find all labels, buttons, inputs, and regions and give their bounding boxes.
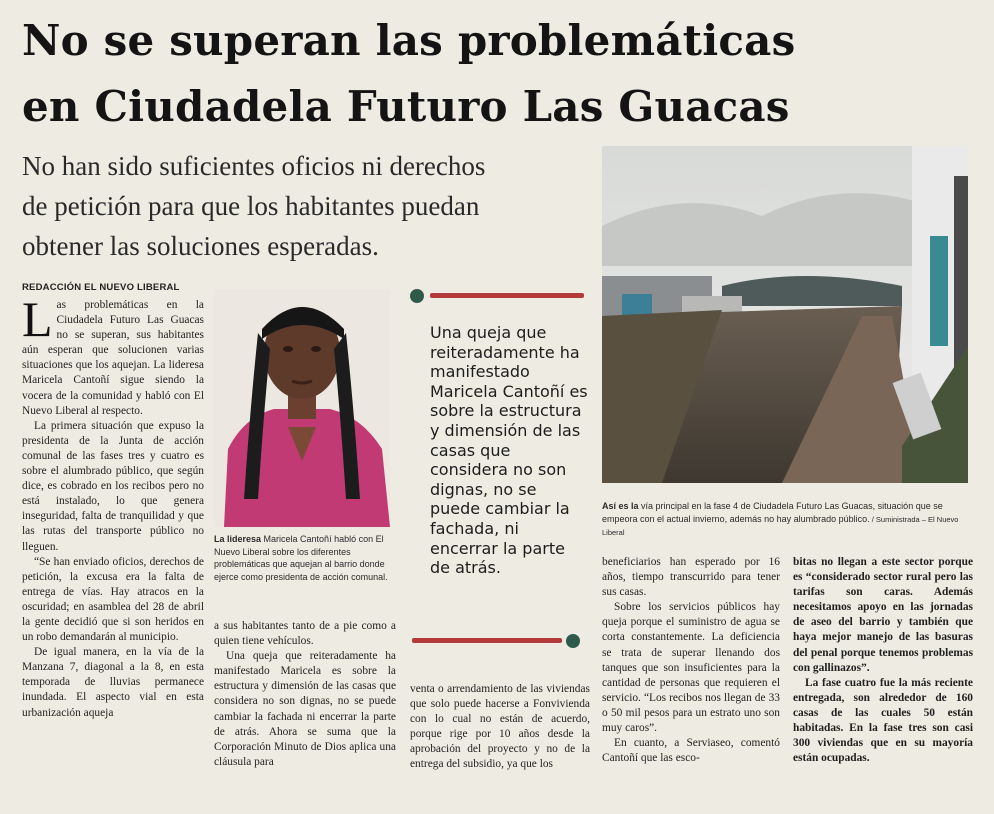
quote-dot-icon — [410, 289, 424, 303]
pull-quote: Una queja que reiteradamente ha manifestado Maricela Cantoñí es sobre la estructura y dimensión de las casas que considera no son dignas, no se puede cambiar la fachada, ni encerrar la parte de atrás. — [430, 323, 588, 578]
paragraph: En cuanto, a Serviaseo, comentó Cantoñí que las esco- — [602, 737, 780, 765]
paragraph: bitas no llegan a este sector porque es “considerado sector rural pero las tarifas son caras. Además necesitamos apoyo en las jornadas de aseo del barrio y también que haya mejor manejo de las basuras del penal porque tenemos problemas con gallinazos”. — [793, 556, 973, 674]
column-2 — [214, 619, 396, 770]
paragraph: venta o arrendamiento de las viviendas que solo puede hacerse a Fonvivienda con lo cual no están de acuerdo, porque rige por 10 años desde la aprobación del proyecto y no de la entrega del subsidio, ya que los — [410, 683, 590, 771]
pull-quote-box — [408, 283, 588, 651]
subheadline-line-2: de petición para que los habitantes puedan — [22, 191, 480, 221]
paragraph: La fase cuatro fue la más reciente entregada, son alrededor de 160 casas de las cuales 50 están habitadas. En la fase tres son casi 300 viviendas que en su mayoría están ocupadas. — [793, 676, 973, 765]
column-3 — [410, 682, 590, 773]
drop-cap: L — [22, 291, 53, 347]
quote-rule-top — [430, 293, 584, 298]
paragraph — [22, 291, 204, 419]
quote-rule-bottom — [412, 638, 562, 643]
street-photo — [602, 146, 968, 483]
paragraph: beneficiarios han esperado por 16 años, tiempo transcurrido para tener sus casas. — [602, 556, 780, 599]
headline — [22, 8, 922, 140]
caption-text: Maricela Cantoñí habló con El Nuevo Liberal sobre los diferentes problemáticas que aquejan al barrio donde ejerce como presidenta de acción comunal. — [214, 534, 388, 582]
caption-text: vía principal en la fase 4 de Ciudadela Futuro Las Guacas, situación que se empeora con el actual invierno, además no hay alumbrado público. — [602, 501, 943, 524]
subheadline — [22, 146, 592, 266]
portrait-caption — [214, 533, 394, 583]
caption-lead: La lideresa — [214, 534, 262, 544]
paragraph-text: as problemáticas en la Ciudadela Futuro Las Guacas no se superan, sus habitantes aún esperan que solucionen varias situaciones que los aquejan. La lideresa Maricela Cantoñí sigue siendo la vocera de la comunidad y habló con El Nuevo Liberal al respecto. — [22, 299, 204, 417]
headline-line-2: en Ciudadela Futuro Las Guacas — [22, 82, 790, 131]
paragraph: De igual manera, en la vía de la Manzana 7, diagonal a la 8, en esta temporada de lluvias permanece inundada. El aspecto vial en esta urbanización aqueja — [22, 646, 204, 719]
byline: REDACCIÓN EL NUEVO LIBERAL — [22, 282, 180, 293]
caption-lead: Así es la — [602, 501, 639, 511]
headline-line-1: No se superan las problemáticas — [22, 16, 796, 65]
paragraph: “Se han enviado oficios, derechos de petición, la excusa era la falta de entrega de vías. Hay atracos en la oscuridad; en asamblea del 28 de abril la gente decidió que si son heridos en un robo demandarán al municipio. — [22, 555, 204, 644]
paragraph: Sobre los servicios públicos hay queja porque el suministro de agua se corta constantemente. La deficiencia se trata de superar llenando dos tanques que son insuficientes para la cantidad de personas que requieren el servicio. “Los recibos nos llegan de 33 o 50 mil pesos para un estrato uno son muy caros”. — [602, 601, 780, 735]
street-caption — [602, 500, 972, 540]
subheadline-line-1: No han sido suficientes oficios ni derechos — [22, 151, 486, 181]
lideresa-photo — [214, 289, 390, 527]
photo-credit: / Suministrada – El Nuevo Liberal — [602, 514, 959, 537]
paragraph: Una queja que reiteradamente ha manifestado Maricela es sobre la estructura y dimensión de las casas que considera no son dignas, no se puede cambiar la fachada ni encerrar la parte de atrás. Ahora se suma que la Corporación Minuto de Dios aplica una cláusula para — [214, 650, 396, 768]
column-5 — [793, 555, 973, 766]
paragraph: La primera situación que expuso la presidenta de la Junta de acción comunal de las fases tres y cuatro es sobre el alumbrado público, que según dice, es cobrado en los recibos pero no está instalado, lo que genera inseguridad, falta de tranquilidad y que las rutas del transporte público no lleguen. — [22, 419, 204, 553]
quote-dot-icon — [566, 634, 580, 648]
column-1 — [22, 291, 204, 721]
subheadline-line-3: obtener las soluciones esperadas. — [22, 231, 379, 261]
paragraph: a sus habitantes tanto de a pie como a quien tiene vehículos. — [214, 620, 396, 648]
column-4 — [602, 555, 780, 766]
